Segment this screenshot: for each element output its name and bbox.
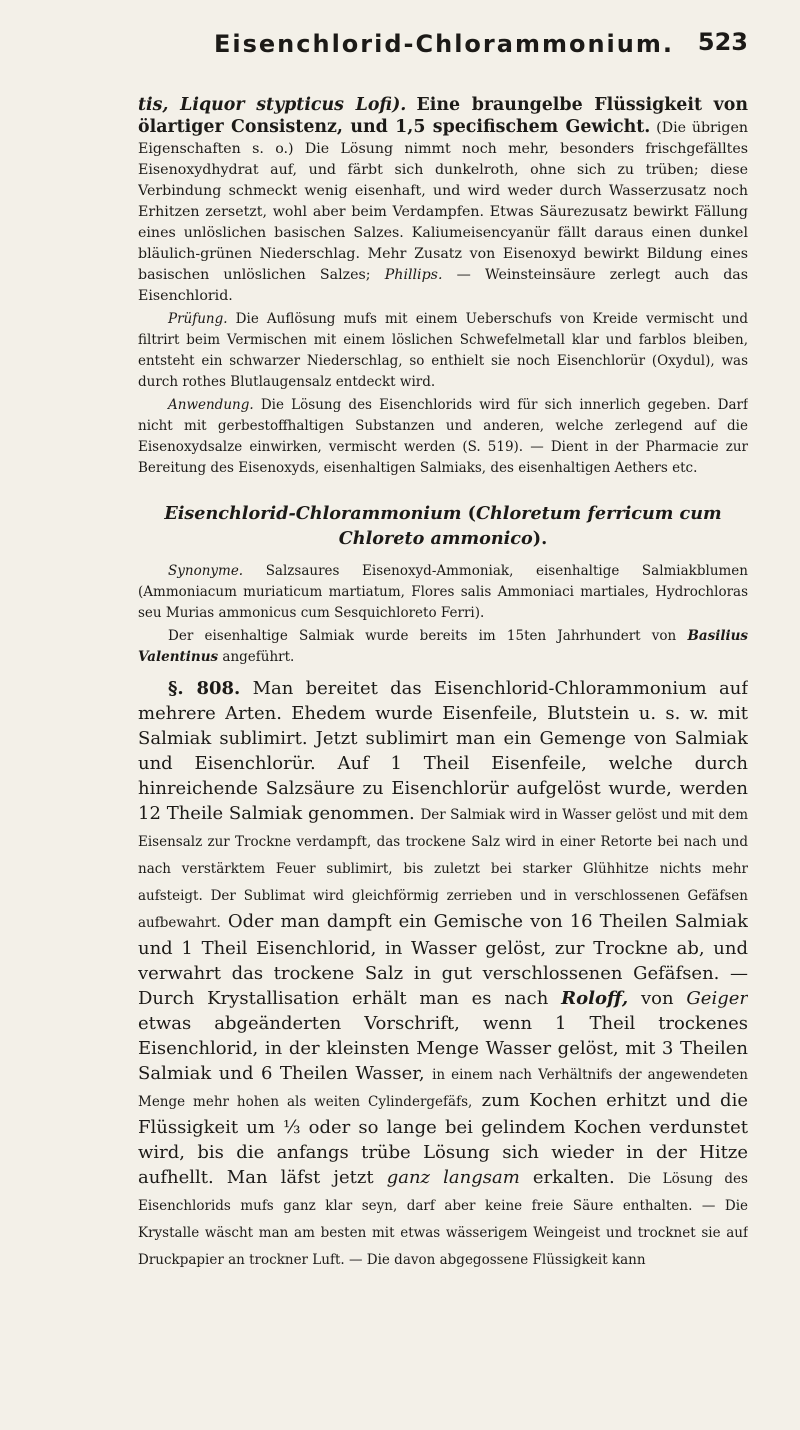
pruefung-paragraph <box>138 309 748 393</box>
synonyme-label: Synonyme. <box>168 563 244 579</box>
history-paragraph <box>138 626 748 668</box>
section-title: Eisenchlorid-Chlorammonium <box>164 503 462 524</box>
preparation-text-6: erkalten. <box>532 1167 615 1188</box>
citation-phillips: Phillips. <box>384 267 443 283</box>
pruefung-text: Die Auflösung mufs mit einem Ueberschufs von Kreide vermischt und filtrirt beim Vermischen mit einem löslichen Schwefelmetall klar und farblos bleiben, entsteht ein schwarzer Niederschlag, so enthielt sie noch Eisenchlorür (Oxydul), was durch rothes Blutlaugensalz entdeckt wird. <box>138 311 748 390</box>
emphasis-slowly: ganz langsam <box>386 1167 520 1188</box>
paragraph-808 <box>138 676 748 1273</box>
preparation-text-4: etwas abgeänderten Vorschrift, wenn 1 Theil trockenes Eisenchlorid, in der kleinsten Menge Wasser gelöst, mit 3 Theilen Salmiak und 6 Theilen Wasser, <box>138 1013 748 1084</box>
liquor-name: tis, Liquor stypticus Lofi). <box>138 95 407 115</box>
anwendung-text: Die Lösung des Eisenchlorids wird für sich innerlich gegeben. Darf nicht mit gerbestoffhaltigen Substanzen und anderen, welche zerlegend auf die Eisenoxydsalze einwirken, vermischt werden (S. 519). — Dient in der Pharmacie zur Bereitung des Eisenoxyds, eisenhaltigen Salmiaks, des eisenhaltigen Aethers etc. <box>138 397 748 476</box>
preparation-text-3: von <box>640 988 674 1009</box>
preparation-fine-1: Der Salmiak wird in Wasser gelöst und mit dem Eisensalz zur Trockne verdampft, das trockene Salz wird in einer Retorte bei nach und nach verstärktem Feuer sublimirt, bis zuletzt bei starker Glühhitze nichts mehr aufsteigt. Der Sublimat wird gleichförmig zerrieben und in verschlossenen Gefäfsen aufbewahrt. <box>138 807 748 931</box>
page-body <box>138 95 748 1415</box>
opening-paragraph <box>138 95 748 307</box>
preparation-fine-3: Die Lösung des Eisenchlorids mufs ganz klar seyn, darf aber keine freie Säure enthalten. — Die Krystalle wäscht man am besten mit etwas wässerigem Weingeist und trocknet sie auf Druckpapier an trockner Luft. — Die davon abgegossene Flüssigkeit kann <box>138 1171 748 1268</box>
synonyme-paragraph <box>138 561 748 624</box>
preparation-text-1: Man bereitet das Eisenchlorid-Chlorammonium auf mehrere Arten. Ehedem wurde Eisenfeile, Blutstein u. s. w. mit Salmiak sublimirt. Jetzt sublimirt man ein Gemenge von Salmiak und Eisenchlorür. Auf 1 Theil Eisenfeile, welche durch hinreichende Salzsäure zu Eisenchlorür aufgelöst wurde, werden 12 Theile Salmiak genommen. <box>138 678 748 824</box>
running-title: Eisenchlorid-Chlorammonium. <box>214 30 674 58</box>
paren-open: ( <box>467 503 476 524</box>
page-header <box>140 22 748 70</box>
page-number: 523 <box>697 28 748 56</box>
pruefung-label: Prüfung. <box>168 311 228 327</box>
author-geiger: Geiger <box>686 988 748 1009</box>
properties-text: (Die übrigen Eigenschaften s. o.) Die Lösung nimmt noch mehr, besonders frischgefälltes Eisenoxydhydrat auf, und färbt sich dunkelroth, ohne sich zu trüben; diese Verbindung schmeckt wenig eisenhaft, und wird weder durch Wasserzusatz noch Erhitzen zersetzt, wohl aber beim Verdampfen. Etwas Säurezusatz bewirkt Fällung eines unlöslichen basischen Salzes. Kaliumeisencyanür fällt daraus einen dunkel bläulich-grünen Niederschlag. Mehr Zusatz von Eisenoxyd bewirkt Bildung eines basischen unlöslichen Salzes; <box>138 120 748 283</box>
history-text-end: angeführt. <box>222 649 295 665</box>
anwendung-paragraph <box>138 395 748 479</box>
lead-statement: Eine braungelbe Flüssigkeit von ölartiger Consistenz, und 1,5 specifischem Gewicht. <box>138 95 748 137</box>
paren-close: ). <box>532 528 548 549</box>
preparation-fine-2: in einem nach Verhältnifs der angewendeten Menge mehr hohen als weiten Cylindergefäfs, <box>138 1067 748 1110</box>
preparation-text-2: Oder man dampft ein Gemische von 16 Theilen Salmiak und 1 Theil Eisenchlorid, in Wasser gelöst, zur Trockne ab, und verwahrt das trockene Salz in gut verschlossenen Gefäfsen. — Durch Krystallisation erhält man es nach <box>138 911 748 1009</box>
author-roloff: Roloff, <box>561 988 629 1009</box>
section-heading <box>138 501 748 551</box>
properties-text-end: — Weinsteinsäure zerlegt auch das Eisenchlorid. <box>138 267 748 304</box>
synonyme-text: Salzsaures Eisenoxyd-Ammoniak, eisenhaltige Salmiakblumen (Ammoniacum muriaticum martiatum, Flores salis Ammoniaci martiales, Hydrochloras seu Murias ammonicus cum Sesquichloreto Ferri). <box>138 563 748 621</box>
section-latin-name: Chloretum ferricum cum Chloreto ammonico <box>338 503 722 549</box>
history-text: Der eisenhaltige Salmiak wurde bereits im 15ten Jahrhundert von <box>168 628 677 644</box>
section-number: §. 808. <box>168 678 241 699</box>
author-basilius: Basilius Valentinus <box>138 628 748 665</box>
preparation-text-5: zum Kochen erhitzt und die Flüssigkeit um ⅓ oder so lange bei gelindem Kochen verdunstet wird, bis die anfangs trübe Lösung sich wieder in der Hitze aufhellt. Man läfst jetzt <box>138 1090 748 1188</box>
anwendung-label: Anwendung. <box>168 397 254 413</box>
